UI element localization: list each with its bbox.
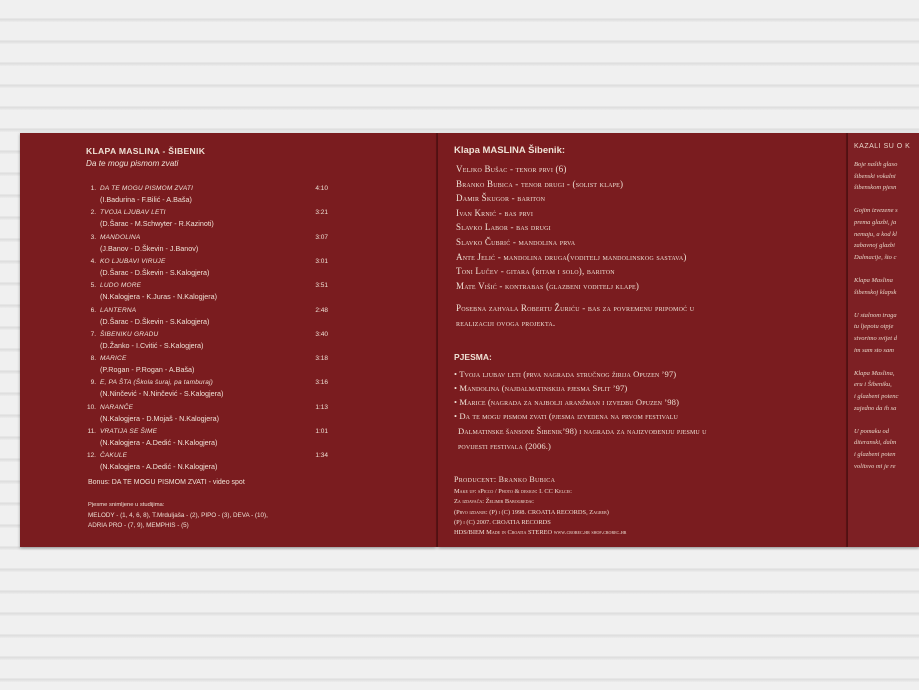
track-number: 3. (90, 233, 96, 241)
track-credits: (J.Banov - D.Škevin - J.Banov) (100, 243, 199, 253)
track-duration: 3:16 (315, 379, 328, 387)
track-duration: 1:34 (315, 452, 328, 460)
songs-heading: PJESMA: (454, 352, 492, 362)
track-number: 10. (86, 403, 96, 411)
special-thanks: Posebna zahvala Robertu Žuriću - bas za povremenu pripomoć u (456, 303, 695, 313)
track-title: LANTERNA (100, 306, 137, 314)
right-text-line: i glazbeni potenc (854, 393, 899, 400)
track-credits: (N.Kalogjera - A.Dedić - N.Kalogjera) (100, 438, 218, 447)
studios-line: MELODY - (1, 4, 6, 8), T.Mrduljaša - (2), PIPO - (3), DEVA - (10), (88, 512, 268, 519)
track-credits: (P.Rogan - P.Rogan - A.Baša) (100, 365, 195, 375)
track-number: 4. (90, 257, 96, 265)
right-text-line: i glazbeni poten (854, 451, 896, 458)
bonus-note: Bonus: DA TE MOGU PISMOM ZVATI - video spot (88, 479, 245, 486)
track-row (20, 258, 436, 280)
track-title: ŠIBENIKU GRADU (100, 330, 159, 338)
right-text-line: Klapa Maslina (854, 277, 893, 284)
studios-label: Pjesme snimljene u studijima: (88, 502, 165, 508)
right-text-line: im sam sto sam (854, 346, 894, 354)
track-number: 5. (90, 282, 96, 290)
track-duration: 3:18 (315, 355, 328, 363)
member-item: Slavko Labor - bas drugi (456, 222, 551, 233)
track-credits: (I.Badurina - F.Bilić - A.Baša) (100, 195, 192, 204)
track-row (20, 355, 436, 377)
right-text-line: šibenski vokalni (854, 172, 896, 180)
track-row (20, 185, 436, 207)
right-text-line: U stalnom traga (854, 311, 897, 319)
track-duration: 4:10 (315, 185, 328, 192)
song-item: povijesti festivala (2006.) (458, 441, 551, 451)
track-row (20, 404, 436, 426)
credit-line: (Prvo izdanje: (P) i (C) 1998. CROATIA RECORDS, Zagreb) (454, 508, 609, 516)
track-duration: 1:01 (315, 428, 328, 435)
producer-credit: Producent: Branko Bubica (454, 475, 556, 484)
right-text-line: zabavnoj glazbi (854, 242, 895, 250)
left-panel (20, 133, 436, 547)
member-item: Ivan Krnić - bas prvi (456, 207, 534, 218)
track-duration: 3:51 (315, 282, 328, 290)
track-credits: (D.Šarac - D.Škevin - S.Kalogjera) (100, 316, 210, 326)
track-number: 9. (90, 379, 96, 387)
right-text-line: Dalmacije, što c (854, 253, 897, 261)
right-text-line: tu ljepotu otpje (854, 323, 894, 331)
track-row (20, 331, 436, 353)
member-item: Toni Lučev - gitara (ritam i solo), bariton (456, 266, 615, 277)
track-duration: 3:01 (315, 257, 328, 265)
right-text-line: nemaju, a kod kl (854, 230, 897, 238)
track-duration: 2:48 (315, 306, 328, 314)
track-number: 12. (86, 452, 96, 460)
right-title: KAZALI SU O K (854, 143, 911, 150)
track-number: 2. (90, 209, 96, 217)
middle-panel (438, 133, 848, 547)
member-item: Damir Škugor - bariton (456, 193, 546, 204)
track-title: MARICE (100, 355, 127, 363)
track-row (20, 209, 436, 231)
track-title: NARANČE (100, 403, 134, 411)
song-item: Dalmatinske šansone Šibenik’98) i nagrada za najizvođeniju pjesmu u (458, 426, 707, 436)
track-title: TVOJA LJUBAV LETI (100, 209, 166, 217)
member-item: Slavko Čubrić - mandolina prva (456, 237, 576, 247)
track-number: 11. (87, 428, 96, 435)
track-title: VRATIJA SE ŠIME (100, 428, 158, 435)
member-item: Veljko Bušac - tenor prvi (6) (456, 164, 567, 174)
right-text-line: šibenskoj klapsk (854, 288, 897, 296)
track-credits: (N.Kalogjera - K.Juras - N.Kalogjera) (100, 292, 218, 302)
track-row (20, 234, 436, 256)
track-credits: (D.Šarac - D.Škevin - S.Kalogjera) (100, 267, 210, 277)
song-item: • Mandolina (najdalmatinskija pjesma Split ’97) (454, 383, 628, 393)
right-text-line: zajedno da ih sa (854, 404, 897, 412)
right-text-line: prema glazbi, ja (854, 219, 897, 226)
track-row (20, 379, 436, 401)
right-text-line: U pomaku od (854, 427, 890, 435)
track-number: 8. (90, 355, 96, 363)
track-title: DA TE MOGU PISMOM ZVATI (100, 185, 194, 192)
track-number: 1. (90, 185, 96, 192)
right-text-line: Klapa Maslina, (854, 369, 895, 377)
credit-line: HDS/BIEM Made in Croatia STEREO www.crorec.hr shop.crorec.hr (454, 529, 627, 537)
track-duration: 3:07 (315, 233, 328, 241)
special-thanks: realizaciji ovoga projekta. (456, 318, 556, 328)
track-credits: (N.Kalogjera - D.Mojaš - N.Kalogjera) (100, 413, 220, 423)
track-title: KO LJUBAVI VIRUJE (100, 257, 166, 265)
member-item: Mate Višić - kontrabas (glazbeni voditelj klape) (456, 280, 640, 291)
track-credits: (N.Ninčević - N.Ninčević - S.Kalogjera) (100, 389, 224, 399)
track-title: ČAKULE (100, 452, 128, 460)
song-item: • Marice (nagrada za najbolji aranžman i izvedbu Opuzen ’98) (454, 397, 680, 407)
track-credits: (D.Žanko - I.Cvitić - S.Kalogjera) (100, 340, 204, 350)
member-item: Ante Jelić - mandolina druga(voditelj mandolinskog sastava) (456, 251, 687, 262)
track-title: LUDO MORE (100, 282, 142, 290)
album-subtitle: Da te mogu pismom zvati (86, 159, 179, 168)
track-number: 7. (90, 330, 96, 338)
right-text-line: Gojim izvezene s (854, 207, 898, 215)
studios-line: ADRIA PRO - (7, 9), MEMPHIS - (5) (88, 522, 189, 529)
credit-line: (P) i (C) 2007. CROATIA RECORDS (454, 518, 551, 526)
credit-line: Za izdavača: Želimir Babogredac (454, 498, 535, 506)
track-number: 6. (90, 306, 96, 314)
song-item: • Da te mogu pismom zvati (pjesma izvedena na prvom festivalu (454, 411, 678, 421)
track-title: MANDOLINA (100, 233, 141, 241)
right-text-line: šibenskom pjesn (854, 184, 897, 192)
credit-line: Make up: sPicco / Photo & design: I. CC Kelcec (454, 488, 572, 495)
track-duration: 1:13 (315, 403, 328, 411)
right-text-line: Boje naših glaso (854, 161, 898, 168)
track-title: E, PA ŠTA (Škola šuraj, pa tamburaj) (100, 379, 214, 387)
track-credits: (D.Šarac - M.Schwyter - R.Kazinoti) (100, 219, 214, 229)
right-text-line: volitsvo mi je re (854, 462, 896, 470)
track-duration: 3:40 (315, 330, 328, 338)
track-row (20, 452, 436, 474)
track-row (20, 428, 436, 450)
track-duration: 3:21 (315, 209, 328, 217)
album-artist-title: KLAPA MASLINA - ŠIBENIK (86, 146, 206, 156)
member-item: Branko Bubica - tenor drugi - (solist klape) (456, 178, 624, 189)
song-item: • Tvoja ljubav leti (prva nagrada stručnog žirija Opuzen ’97) (454, 369, 677, 379)
band-title: Klapa MASLINA Šibenik: (454, 145, 566, 156)
track-row (20, 282, 436, 304)
right-text-line: diteranski, dalm (854, 439, 897, 447)
track-credits: (N.Kalogjera - A.Dedić - N.Kalogjera) (100, 462, 218, 472)
right-panel (848, 133, 919, 547)
right-text-line: eru i Šibeniku, (854, 381, 892, 389)
right-text-line: stvorimo svijet d (854, 335, 897, 342)
track-row (20, 307, 436, 329)
